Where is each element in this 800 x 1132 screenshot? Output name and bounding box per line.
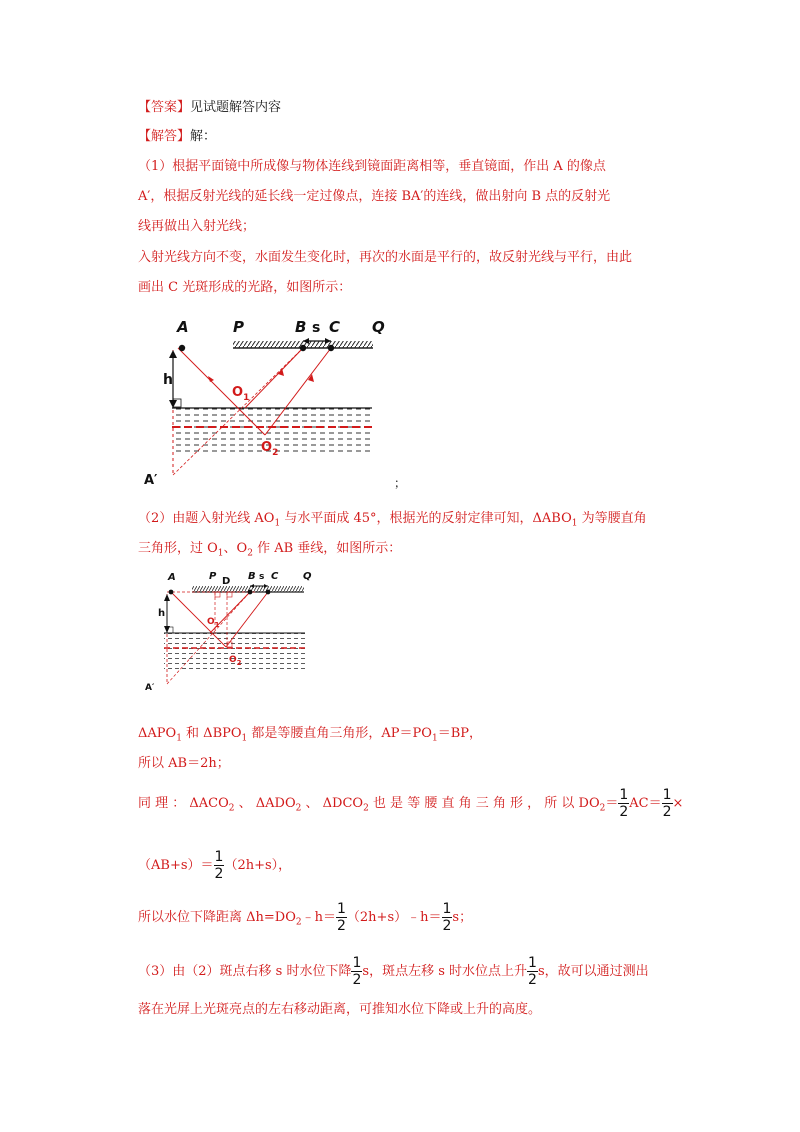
fig2-label-D: D — [222, 576, 231, 587]
fig2-label-s: s — [259, 572, 265, 582]
label-C: C — [329, 318, 341, 336]
part3-line2: 落在光屏上光斑亮点的左右移动距离，可推知水位下降或上升的高度。 — [138, 1002, 542, 1017]
part3-frac1: $\frac{1}{2}$ — [352, 955, 362, 988]
label-O1: $O_1$ — [232, 385, 250, 403]
label-A: A — [177, 318, 189, 336]
point-A — [179, 345, 185, 351]
label-P: P — [233, 318, 244, 336]
fig2-label-P: P — [209, 571, 217, 582]
eq1-line: $\Delta APO_1$ 和 $\Delta BPO_1$ 都是等腰直角三角形，$AP=PO_1=BP$， — [138, 726, 483, 744]
fig2-label-Q: Q — [303, 571, 312, 582]
label-O2: $O_2$ — [261, 440, 279, 458]
part1-line5: 画出 C 光斑形成的光路，如图所示： — [138, 280, 352, 295]
fig2-label-A-prime: A′ — [145, 683, 155, 693]
fig2-label-h: h — [158, 608, 166, 619]
fig2-label-O2: $O_2$ — [229, 655, 242, 667]
label-B: B — [295, 318, 307, 336]
part2-line1: （2）由题入射光线 $AO_1$ 与水平面成 45°，根据光的反射定律可知，$\Delta ABO_1$ 为等腰直角 — [138, 511, 647, 529]
eq3-frac1: $\frac{1}{2}$ — [619, 787, 629, 820]
solution-label: 【解答】 — [138, 129, 191, 144]
eq2-line: 所以 AB＝2h； — [138, 756, 230, 771]
fig2-label-A: A — [168, 572, 176, 583]
reflected-ray-1 — [245, 348, 303, 408]
answer-text: 见试题解答内容 — [190, 100, 282, 115]
part1-line1: （1）根据平面镜中所成像与物体连线到镜面距离相等，垂直镜面，作出 A 的像点 — [138, 159, 606, 174]
part2-line2: 三角形，过 $O_1$、$O_2$ 作 AB 垂线，如图所示： — [138, 541, 402, 559]
point-C — [328, 345, 334, 351]
answer-line — [138, 98, 281, 118]
part3-line1: （3）由（2）斑点右移 s 时水位下降 $\frac{1}{2}$ s，斑点左移 s 时水位点上升 $\frac{1}{2}$ s，故可以通过测出 — [138, 955, 649, 988]
solution-text: 解： — [190, 129, 217, 144]
figure2-diagram — [140, 566, 310, 694]
answer-label: 【答案】 — [138, 100, 191, 115]
eq5-line: 所以水位下降距离 $\Delta h=DO_2﹣h=$ $\frac{1}{2}$ （2h+s）﹣h＝ $\frac{1}{2}$ s； — [138, 901, 473, 934]
eq4-line: （AB+s）＝ $\frac{1}{2}$ （2h+s）， — [138, 849, 292, 882]
eq4-frac: $\frac{1}{2}$ — [214, 849, 224, 882]
fig2-label-O1: $O_1$ — [207, 617, 220, 629]
figure1-semicolon: ； — [394, 476, 407, 490]
label-s: s — [312, 320, 321, 336]
part1-line2: A′，根据反射光线的延长线一定过像点，连接 BA′的连线，做出射向 B 点的反射光 — [138, 189, 611, 204]
label-h: h — [163, 372, 173, 388]
fig2-label-C: C — [271, 571, 279, 582]
eq5-frac1: $\frac{1}{2}$ — [336, 901, 346, 934]
fig2-label-B: B — [248, 571, 256, 582]
part1-line3: 线再做出入射光线； — [138, 219, 256, 234]
solution-line — [138, 127, 216, 147]
part3-frac2: $\frac{1}{2}$ — [528, 955, 537, 988]
point-B — [300, 345, 306, 351]
part1-line4: 入射光线方向不变，水面发生变化时，再次的水面是平行的，故反射光线与平行，由此 — [138, 250, 633, 265]
eq3-frac2: $\frac{1}{2}$ — [662, 787, 672, 820]
label-Q: Q — [372, 318, 385, 336]
figure1-diagram — [140, 310, 390, 490]
eq5-frac2: $\frac{1}{2}$ — [442, 901, 452, 934]
label-A-prime: A′ — [144, 473, 158, 488]
eq3-line: 同 理 ： $\Delta ACO_2$ 、 $\Delta ADO_2$ 、 $\Delta DCO_2$ 也 是 等 腰 直 角 三 角 形 ， 所 以 $DO_2=$ $\frac{1}{2}$ AC＝ $\frac{1}{2}$ × — [138, 787, 684, 820]
